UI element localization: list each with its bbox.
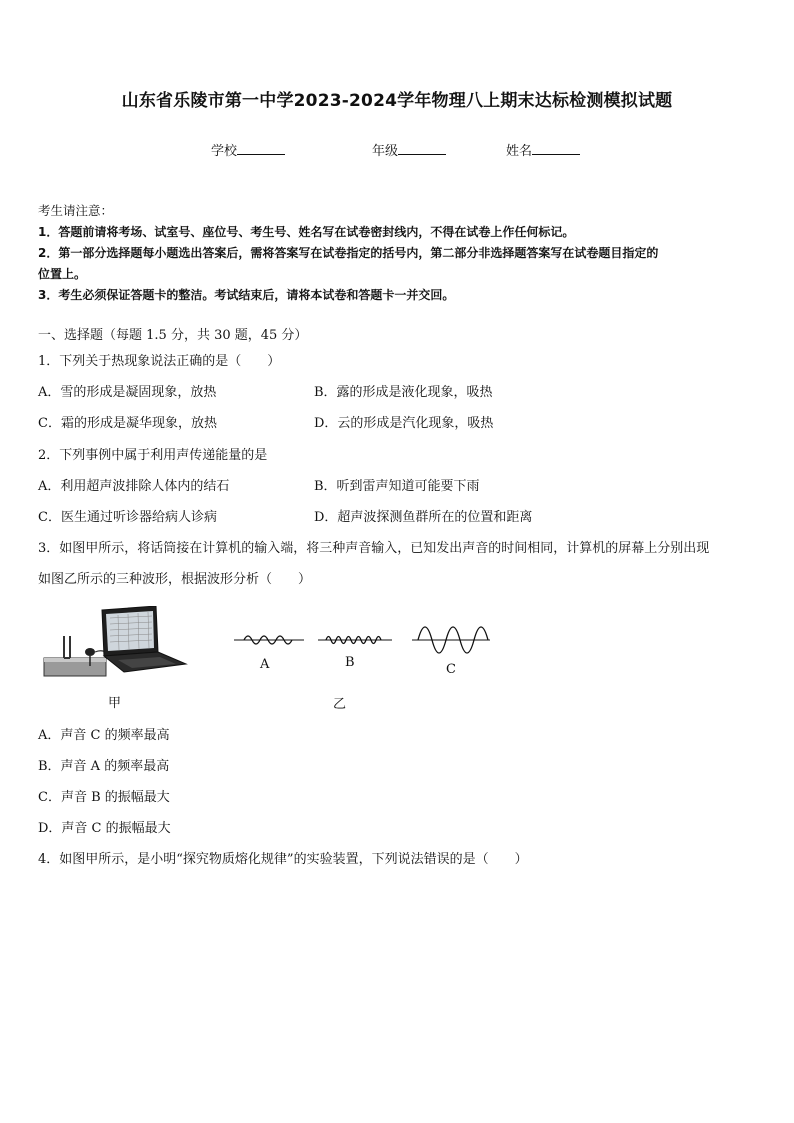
name-label: 姓名 xyxy=(506,144,533,159)
question-3-option-d: D．声音 C 的振幅最大 xyxy=(38,821,171,836)
question-3-stem-line-1: 3．如图甲所示，将话筒接在计算机的输入端，将三种声音输入，已知发出声音的时间相同，计算机的屏幕上分别出现 xyxy=(38,541,710,556)
question-2-option-a: A．利用超声波排除人体内的结石 xyxy=(38,479,230,494)
grade-field xyxy=(372,140,446,159)
exam-title: 山东省乐陵市第一中学2023-2024学年物理八上期末达标检测模拟试题 xyxy=(121,91,673,111)
question-2-option-d: D．超声波探测鱼群所在的位置和距离 xyxy=(314,510,533,525)
notice-heading: 考生请注意： xyxy=(38,203,114,218)
question-1-option-d: D．云的形成是汽化现象，吸热 xyxy=(314,416,494,431)
notice-item-2-cont: 位置上。 xyxy=(38,267,87,281)
grade-label: 年级 xyxy=(372,144,399,159)
wave-a-label: A xyxy=(260,657,270,672)
wave-b-label: B xyxy=(345,655,355,670)
notice-item-2: 2．第一部分选择题每小题选出答案后，需将答案写在试卷指定的括号内，第二部分非选择题答案写在试卷题目指定的 xyxy=(38,246,659,260)
question-1-option-b: B．露的形成是液化现象，吸热 xyxy=(314,385,493,400)
figure-yi-label: 乙 xyxy=(333,697,347,712)
question-2-stem: 2．下列事例中属于利用声传递能量的是 xyxy=(38,448,268,463)
notice-item-1: 1．答题前请将考场、试室号、座位号、考生号、姓名写在试卷密封线内，不得在试卷上作任何标记。 xyxy=(38,225,575,239)
question-4-stem: 4．如图甲所示，是小明“探究物质熔化规律”的实验装置，下列说法错误的是（ ） xyxy=(38,852,528,867)
figure-jia-apparatus xyxy=(40,606,190,682)
school-field xyxy=(211,140,285,159)
name-blank xyxy=(532,142,580,155)
school-label: 学校 xyxy=(211,144,238,159)
question-2-option-b: B．听到雷声知道可能要下雨 xyxy=(314,479,480,494)
figure-yi-waveforms xyxy=(232,612,492,666)
wave-c-label: C xyxy=(446,662,456,677)
question-1-option-a: A．雪的形成是凝固现象，放热 xyxy=(38,385,217,400)
notice-item-3: 3．考生必须保证答题卡的整洁。考试结束后，请将本试卷和答题卡一并交回。 xyxy=(38,288,455,302)
grade-blank xyxy=(398,142,446,155)
question-3-stem-line-2: 如图乙所示的三种波形，根据波形分析（ ） xyxy=(38,572,312,587)
microphone xyxy=(85,648,95,656)
figure-jia-label: 甲 xyxy=(108,696,122,711)
question-3-option-a: A．声音 C 的频率最高 xyxy=(38,728,170,743)
question-2-option-c: C．医生通过听诊器给病人诊病 xyxy=(38,510,217,525)
question-1-option-c: C．霜的形成是凝华现象，放热 xyxy=(38,416,217,431)
question-1-stem: 1．下列关于热现象说法正确的是（ ） xyxy=(38,354,281,369)
section-heading: 一、选择题（每题 1.5 分，共 30 题，45 分） xyxy=(38,328,308,343)
name-field xyxy=(506,140,580,159)
question-3-option-c: C．声音 B 的振幅最大 xyxy=(38,790,170,805)
question-3-option-b: B．声音 A 的频率最高 xyxy=(38,759,170,774)
school-blank xyxy=(237,142,285,155)
